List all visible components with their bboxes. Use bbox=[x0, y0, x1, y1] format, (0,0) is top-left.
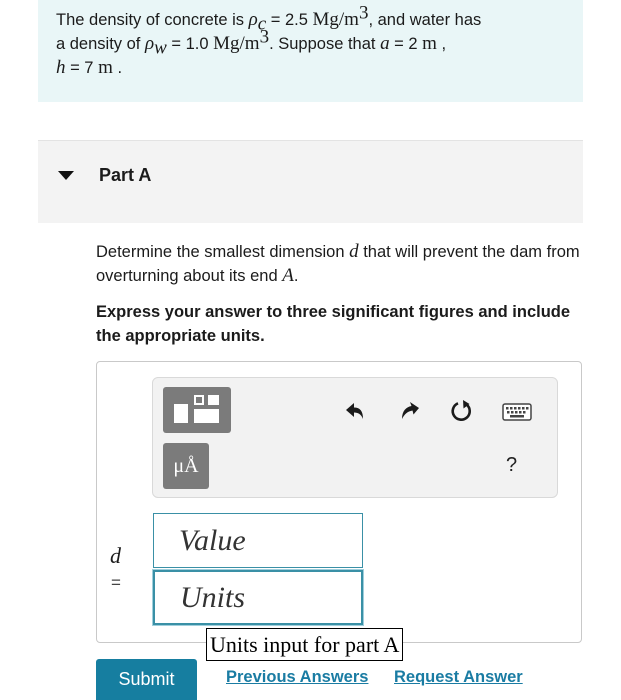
request-answer-link[interactable]: Request Answer bbox=[394, 668, 523, 686]
help-button[interactable]: ? bbox=[506, 454, 518, 476]
reset-icon[interactable] bbox=[449, 398, 475, 424]
answer-equals: = bbox=[111, 573, 121, 592]
submit-button[interactable]: Submit bbox=[96, 659, 197, 700]
templates-button[interactable] bbox=[163, 387, 231, 433]
answer-variable: d bbox=[110, 543, 121, 568]
answer-instruction: Express your answer to three significant figures and include the appropriate units. bbox=[96, 303, 571, 345]
caret-down-icon[interactable] bbox=[58, 171, 74, 180]
previous-answers-link[interactable]: Previous Answers bbox=[226, 668, 369, 686]
value-input[interactable] bbox=[153, 513, 363, 568]
units-input[interactable] bbox=[153, 570, 363, 625]
part-a-header[interactable] bbox=[38, 141, 583, 223]
part-title: Part A bbox=[99, 165, 152, 185]
problem-line-3: h = 7 m . bbox=[56, 57, 123, 78]
units-button[interactable]: μÅ bbox=[163, 443, 209, 489]
redo-icon[interactable] bbox=[397, 398, 423, 424]
problem-line-1: The density of concrete is $\rho_c = 2.5$ $Mg/m^3$, and water has bbox=[56, 2, 482, 35]
units-tooltip: Units input for part A bbox=[206, 628, 403, 661]
question-text: Determine the smallest dimension d that will prevent the dam from overturning about its end A. bbox=[96, 241, 580, 286]
undo-icon[interactable] bbox=[342, 398, 368, 424]
problem-statement bbox=[38, 0, 583, 102]
keyboard-icon[interactable] bbox=[502, 401, 532, 423]
problem-line-2: a density of $\rho_w = 1.0$ $Mg/m^3$. Suppose that a = 2 m , bbox=[56, 26, 447, 59]
